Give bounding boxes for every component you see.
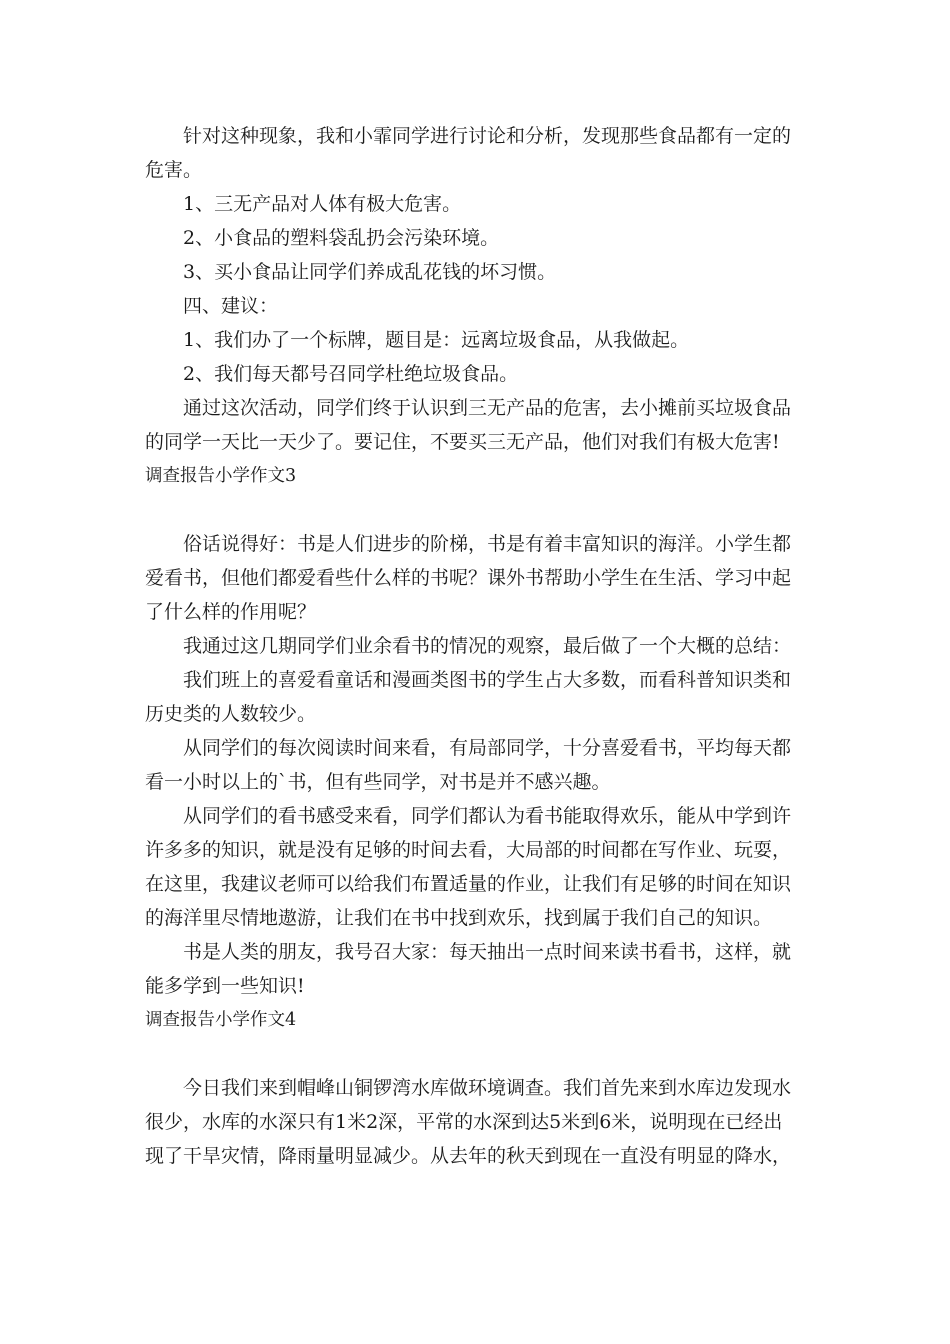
paragraph: 俗话说得好：书是人们进步的阶梯，书是有着丰富知识的海洋。小学生都 爱看书，但他们都爱看些什么样的书呢？课外书帮助小学生在生活、学习中起 了什么样的作用呢？: [145, 533, 792, 623]
section-food-survey: [145, 119, 809, 459]
blank-line: [145, 493, 809, 527]
paragraph: 从同学们的看书感受来看，同学们都认为看书能取得欢乐，能从中学到许 许多多的知识，就是没有足够的时间去看，大局部的时间都在写作业、玩耍， 在这里，我建议老师可以给我们布置适量的作业，让我们有足够的时间在知识 的海洋里尽情地遨游，让我们在书中找到欢乐，找到属于我们自己的知识。: [145, 805, 792, 929]
blank-line: [145, 1037, 809, 1071]
section-essay-3: [145, 459, 809, 1003]
list-item: 1、我们办了一个标牌，题目是：远离垃圾食品，从我做起。: [183, 329, 690, 351]
paragraph: 通过这次活动，同学们终于认识到三无产品的危害，去小摊前买垃圾食品 的同学一天比一天少了。要记住，不要买三无产品，他们对我们有极大危害!: [145, 397, 792, 453]
paragraph: 我们班上的喜爱看童话和漫画类图书的学生占大多数，而看科普知识类和 历史类的人数较少。: [145, 669, 792, 725]
subheading: 四、建议：: [183, 295, 279, 317]
list-item: 2、我们每天都号召同学杜绝垃圾食品。: [183, 363, 519, 385]
paragraph: 针对这种现象，我和小霏同学进行讨论和分析，发现那些食品都有一定的 危害。: [145, 125, 792, 181]
section-heading: 调查报告小学作文4: [145, 1010, 297, 1030]
section-heading: 调查报告小学作文3: [145, 466, 297, 486]
list-item: 1、三无产品对人体有极大危害。: [183, 193, 462, 215]
list-item: 3、买小食品让同学们养成乱花钱的坏习惯。: [183, 261, 557, 283]
paragraph: 从同学们的每次阅读时间来看，有局部同学，十分喜爱看书，平均每天都 看一小时以上的`书，但有些同学，对书是并不感兴趣。: [145, 737, 792, 793]
document-body: [145, 119, 809, 1173]
paragraph: 书是人类的朋友，我号召大家：每天抽出一点时间来读书看书，这样，就 能多学到一些知识!: [145, 941, 792, 997]
section-essay-4: [145, 1003, 809, 1173]
paragraph: 我通过这几期同学们业余看书的情况的观察，最后做了一个大概的总结：: [183, 635, 792, 657]
list-item: 2、小食品的塑料袋乱扔会污染环境。: [183, 227, 500, 249]
paragraph: 今日我们来到帽峰山铜锣湾水库做环境调查。我们首先来到水库边发现水 很少，水库的水深只有1米2深，平常的水深到达5米到6米，说明现在已经出 现了干旱灾情，降雨量明显减少。从去年的秋天到现在一直没有明显的降水，: [145, 1077, 792, 1167]
